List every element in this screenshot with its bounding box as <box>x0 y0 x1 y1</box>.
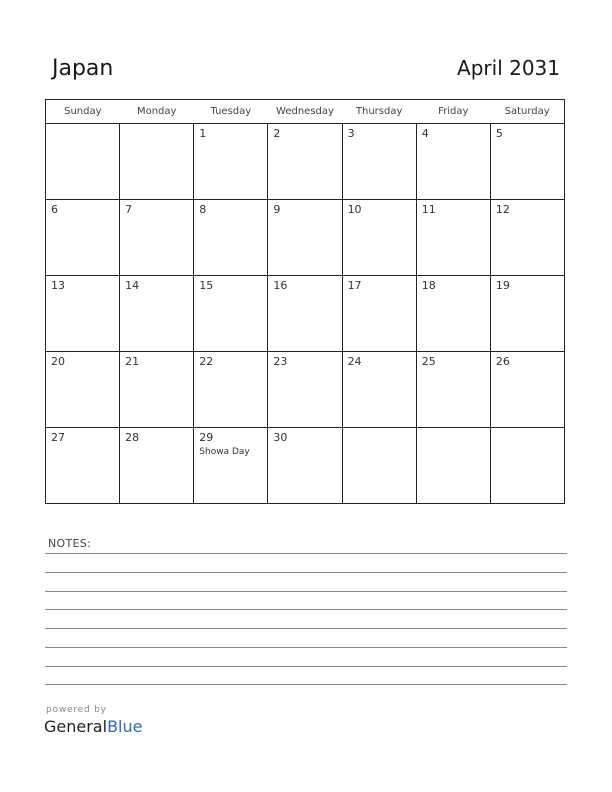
day-cell <box>46 428 120 504</box>
weekday-header: Saturday <box>490 100 564 124</box>
day-cell <box>342 124 416 200</box>
day-cell <box>416 428 490 504</box>
day-cell <box>490 124 564 200</box>
day-number: 28 <box>125 431 140 444</box>
day-cell <box>416 276 490 352</box>
day-number: 10 <box>347 203 362 216</box>
day-cell <box>46 200 120 276</box>
calendar-grid <box>45 99 565 504</box>
day-number: 2 <box>273 127 281 140</box>
month-year-title: April 2031 <box>457 56 560 80</box>
day-number: 13 <box>51 279 65 292</box>
week-row <box>46 200 565 276</box>
weekday-header: Wednesday <box>268 100 342 124</box>
day-number: 24 <box>347 355 362 368</box>
week-row <box>46 428 565 504</box>
day-number: 26 <box>495 355 510 368</box>
weekday-header-row <box>46 100 565 124</box>
day-number: 9 <box>273 203 281 216</box>
note-line <box>45 666 567 667</box>
week-row <box>46 352 565 428</box>
day-number: 23 <box>273 355 288 368</box>
day-number: 30 <box>273 431 288 444</box>
day-cell <box>194 124 268 200</box>
day-cell <box>416 352 490 428</box>
day-number: 27 <box>51 431 65 444</box>
weekday-header: Friday <box>416 100 490 124</box>
day-number: 15 <box>199 279 214 292</box>
day-cell <box>416 200 490 276</box>
day-cell <box>490 352 564 428</box>
day-cell <box>194 276 268 352</box>
weekday-header: Tuesday <box>194 100 268 124</box>
day-cell <box>342 352 416 428</box>
day-number: 12 <box>495 203 510 216</box>
day-cell <box>46 352 120 428</box>
day-cell <box>268 352 342 428</box>
day-cell <box>120 200 194 276</box>
day-cell <box>194 428 268 504</box>
day-cell <box>268 276 342 352</box>
day-cell <box>490 276 564 352</box>
weekday-header: Sunday <box>46 100 120 124</box>
day-number: 21 <box>125 355 140 368</box>
day-cell <box>268 124 342 200</box>
day-number: 20 <box>51 355 65 368</box>
day-cell <box>120 124 194 200</box>
powered-by-text: powered by <box>46 705 107 715</box>
day-cell <box>490 200 564 276</box>
day-cell <box>46 276 120 352</box>
day-cell <box>194 200 268 276</box>
day-number: 6 <box>51 203 58 216</box>
day-cell <box>120 276 194 352</box>
day-cell <box>268 200 342 276</box>
holiday-label: Showa Day <box>199 447 250 457</box>
day-number: 16 <box>273 279 288 292</box>
note-line <box>45 684 567 685</box>
day-cell <box>268 428 342 504</box>
day-cell <box>194 352 268 428</box>
brand-blue: Blue <box>107 717 143 736</box>
day-number: 17 <box>347 279 362 292</box>
week-row <box>46 276 565 352</box>
day-number: 1 <box>199 127 207 140</box>
day-number: 18 <box>421 279 436 292</box>
day-cell <box>342 276 416 352</box>
brand-general: General <box>44 717 108 736</box>
day-number: 29 <box>199 431 214 444</box>
day-number: 3 <box>347 127 355 140</box>
note-line <box>45 647 567 648</box>
day-number: 7 <box>125 203 133 216</box>
weekday-header: Thursday <box>342 100 416 124</box>
day-cell <box>342 428 416 504</box>
day-cell <box>416 124 490 200</box>
week-row <box>46 124 565 200</box>
day-cell <box>120 352 194 428</box>
day-cell <box>342 200 416 276</box>
day-cell <box>490 428 564 504</box>
day-number: 8 <box>199 203 207 216</box>
day-number: 25 <box>421 355 436 368</box>
day-number: 5 <box>495 127 503 140</box>
day-cell <box>46 124 120 200</box>
country-title: Japan <box>52 56 114 81</box>
note-line <box>45 553 567 554</box>
note-line <box>45 609 567 610</box>
weekday-header: Monday <box>120 100 194 124</box>
day-number: 11 <box>421 203 436 216</box>
day-number: 4 <box>421 127 429 140</box>
note-line <box>45 628 567 629</box>
day-number: 14 <box>125 279 140 292</box>
day-number: 19 <box>495 279 510 292</box>
day-number: 22 <box>199 355 214 368</box>
notes-label: NOTES: <box>48 537 92 550</box>
note-line <box>45 591 567 592</box>
note-line <box>45 572 567 573</box>
generalblue-logo <box>44 717 142 736</box>
day-cell <box>120 428 194 504</box>
